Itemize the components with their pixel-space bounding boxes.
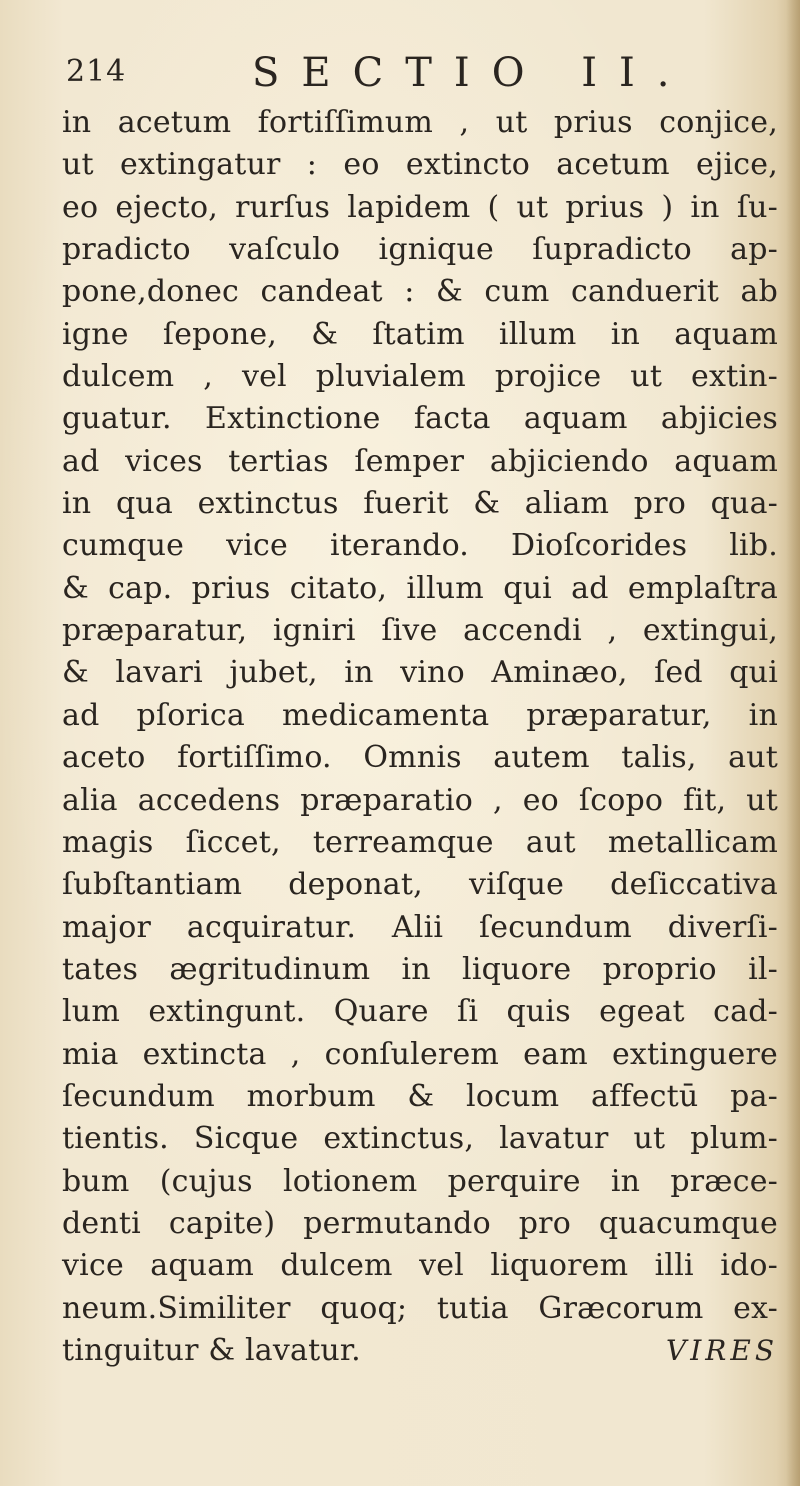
catchword: VIRES bbox=[666, 1333, 778, 1367]
text-line: tates ægritudinum in liquore proprio il- bbox=[62, 951, 778, 987]
text-line: pone,donec candeat : & cum canduerit ab bbox=[62, 274, 778, 310]
text-line: magis ſiccet, terreamque aut metallicam bbox=[62, 824, 778, 860]
text-line: guatur. Extinctione facta aquam abjicies bbox=[62, 401, 778, 437]
page-edge-shadow bbox=[786, 0, 800, 1486]
text-line: mia extincta , conſulerem eam extinguere bbox=[62, 1036, 778, 1072]
text-line: ad vices tertias ſemper abjiciendo aquam bbox=[62, 443, 778, 479]
text-line: vice aquam dulcem vel liquorem illi ido- bbox=[62, 1248, 778, 1284]
text-line: ad pſorica medicamenta præparatur, in bbox=[62, 697, 778, 733]
text-line: & lavari jubet, in vino Aminæo, ſed qui bbox=[62, 655, 778, 691]
text-line: major acquiratur. Alii ſecundum diverſi- bbox=[62, 909, 778, 945]
text-line: ut extingatur : eo extincto acetum ejice, bbox=[62, 147, 778, 183]
text-line: pradicto vaſculo ignique ſupradicto ap- bbox=[62, 232, 778, 268]
text-line: lum extingunt. Quare ſi quis egeat cad- bbox=[62, 994, 778, 1030]
text-line: aceto fortiſſimo. Omnis autem talis, aut bbox=[62, 740, 778, 776]
text-line: ſubſtantiam deponat, viſque deſiccativa bbox=[62, 867, 778, 903]
running-head: SECTIO II. bbox=[252, 50, 692, 96]
last-text-line bbox=[62, 1330, 778, 1372]
text-line: alia accedens præparatio , eo ſcopo fit, ut bbox=[62, 782, 778, 818]
text-line: dulcem , vel pluvialem projice ut extin- bbox=[62, 359, 778, 395]
text-line: bum (cujus lotionem perquire in præce- bbox=[62, 1163, 778, 1199]
page-number: 214 bbox=[66, 54, 127, 89]
text-line: tientis. Sicque extinctus, lavatur ut plum- bbox=[62, 1121, 778, 1157]
text-line: & cap. prius citato, illum qui ad emplaſtra bbox=[62, 570, 778, 606]
text-line: præparatur, igniri ſive accendi , extingui, bbox=[62, 613, 778, 649]
page-header bbox=[66, 50, 766, 98]
last-line-text: tinguitur & lavatur. bbox=[62, 1332, 361, 1368]
body-text bbox=[62, 102, 778, 1372]
text-line: in acetum fortiſſimum , ut prius conjice, bbox=[62, 105, 778, 140]
text-line: in qua extinctus fuerit & aliam pro qua- bbox=[62, 486, 778, 522]
text-line: igne ſepone, & ſtatim illum in aquam bbox=[62, 316, 778, 352]
text-line: ſecundum morbum & locum affectū pa- bbox=[62, 1078, 778, 1114]
text-line: denti capite) permutando pro quacumque bbox=[62, 1205, 778, 1241]
text-line: neum.Similiter quoq; tutia Græcorum ex- bbox=[62, 1290, 778, 1326]
text-line: cumque vice iterando. Dioſcorides lib. bbox=[62, 528, 778, 564]
text-line: eo ejecto, rurſus lapidem ( ut prius ) in ſu- bbox=[62, 189, 778, 225]
